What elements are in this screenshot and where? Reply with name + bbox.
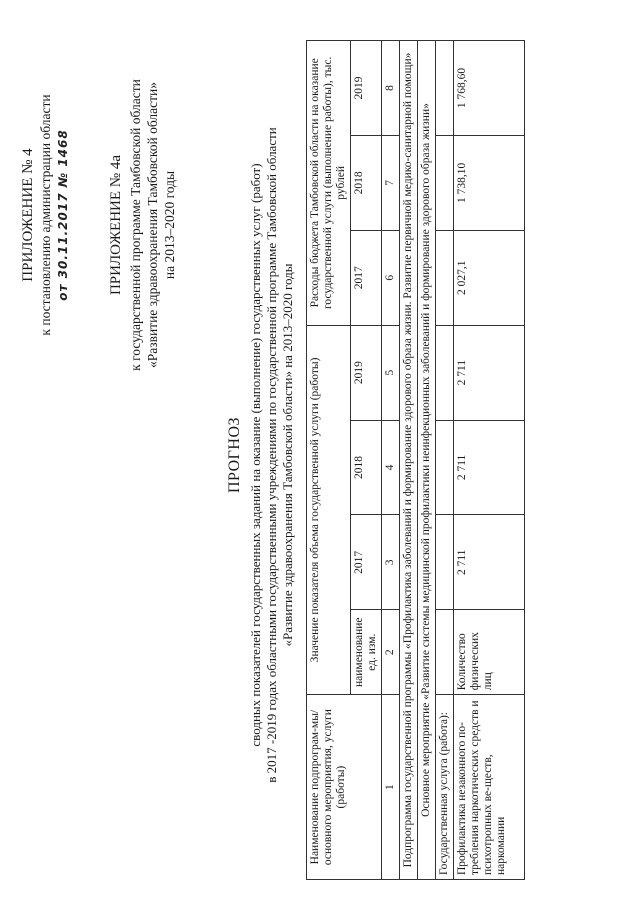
year-header-expenses-2019: 2019	[351, 41, 382, 136]
appendix-4-title: ПРИЛОЖЕНИЕ № 4	[20, 148, 36, 282]
appendix-4a-line1: к государственной программе Тамбовской области	[128, 79, 143, 371]
empty-cell	[436, 515, 454, 610]
appendix-4-block	[20, 30, 72, 400]
empty-cell	[436, 230, 454, 325]
appendix-4a-line3: на 2013–2020 годы	[162, 170, 177, 280]
appendix-4-signature-handwritten: от 30.11.2017 № 1468	[56, 129, 70, 301]
heading-line1: сводных показателей государственных заданий на оказание (выполнение) государственных услуг (работ)	[248, 163, 263, 747]
column-number: 3	[382, 515, 400, 610]
col-expenses-header: Расходы бюджета Тамбовской области на оказание государственной услуги (выполнение работы), тыс. рублей	[307, 41, 351, 326]
year-header-volume-2017: 2017	[351, 515, 382, 610]
service-label-row	[436, 41, 454, 880]
year-header-expenses-2017: 2017	[351, 230, 382, 325]
volume-2019: 2 711	[454, 325, 525, 420]
appendix-4a-line2: «Развитие здравоохранения Тамбовской области»	[145, 82, 160, 369]
column-number: 7	[382, 135, 400, 230]
col-volume-unit-header: наименование ед. изм.	[351, 610, 382, 695]
table-row	[454, 41, 525, 880]
appendix-4a-block	[108, 30, 178, 420]
appendix-4-line1: к постановлению администрации области	[38, 94, 53, 336]
column-number: 8	[382, 41, 400, 136]
column-number: 1	[382, 695, 400, 880]
service-label: Государственная услуга (работа):	[436, 695, 454, 880]
col-name-header: Наименование подпрограм-мы/основного мероприятия, услуги (работы)	[307, 695, 382, 880]
subprogram-row	[400, 41, 418, 880]
appendix-4a-title: ПРИЛОЖЕНИЕ № 4а	[108, 154, 124, 296]
rotated-document-page	[8, 20, 618, 890]
expenses-2018: 1 738,10	[454, 135, 525, 230]
forecast-heading	[226, 40, 296, 870]
column-number-row	[382, 41, 400, 880]
column-number: 4	[382, 420, 400, 515]
table-header-row-1	[307, 41, 351, 880]
volume-2018: 2 711	[454, 420, 525, 515]
heading-title: ПРОГНОЗ	[226, 416, 243, 494]
column-number: 2	[382, 610, 400, 695]
column-number: 5	[382, 325, 400, 420]
year-header-expenses-2018: 2018	[351, 135, 382, 230]
empty-cell	[436, 325, 454, 420]
col-volume-header: Значение показателя объема государственной услуги (работы)	[307, 325, 351, 695]
service-name: Профилактика незаконного по-требления наркотических средств и психотропных ве-ществ, наркомании	[454, 695, 525, 880]
year-header-volume-2018: 2018	[351, 420, 382, 515]
forecast-table	[306, 40, 525, 880]
expenses-2019: 1 768,60	[454, 41, 525, 136]
empty-cell	[436, 420, 454, 515]
service-unit: Количество физических лиц	[454, 610, 525, 695]
main-activity-title: Основное мероприятие «Развитие системы медицинской профилактики неинфекционных заболеваний и формирование здорового образа жизни»	[418, 41, 436, 880]
column-number: 6	[382, 230, 400, 325]
empty-cell	[436, 135, 454, 230]
heading-line3: «Развитие здравоохранения Тамбовской области» на 2013–2020 годы	[280, 263, 295, 647]
main-activity-row	[418, 41, 436, 880]
subprogram-title: Подпрограмма государственной программы «Профилактика заболеваний и формирование здорового образа жизни. Развитие первичной медико-санитарной помощи»	[400, 41, 418, 880]
volume-2017: 2 711	[454, 515, 525, 610]
expenses-2017: 2 027,1	[454, 230, 525, 325]
year-header-volume-2019: 2019	[351, 325, 382, 420]
empty-cell	[436, 41, 454, 136]
heading-line2: в 2017 -2019 годах областными государственными учреждениями по государственной программе Тамбовской области	[264, 127, 279, 783]
empty-cell	[436, 610, 454, 695]
